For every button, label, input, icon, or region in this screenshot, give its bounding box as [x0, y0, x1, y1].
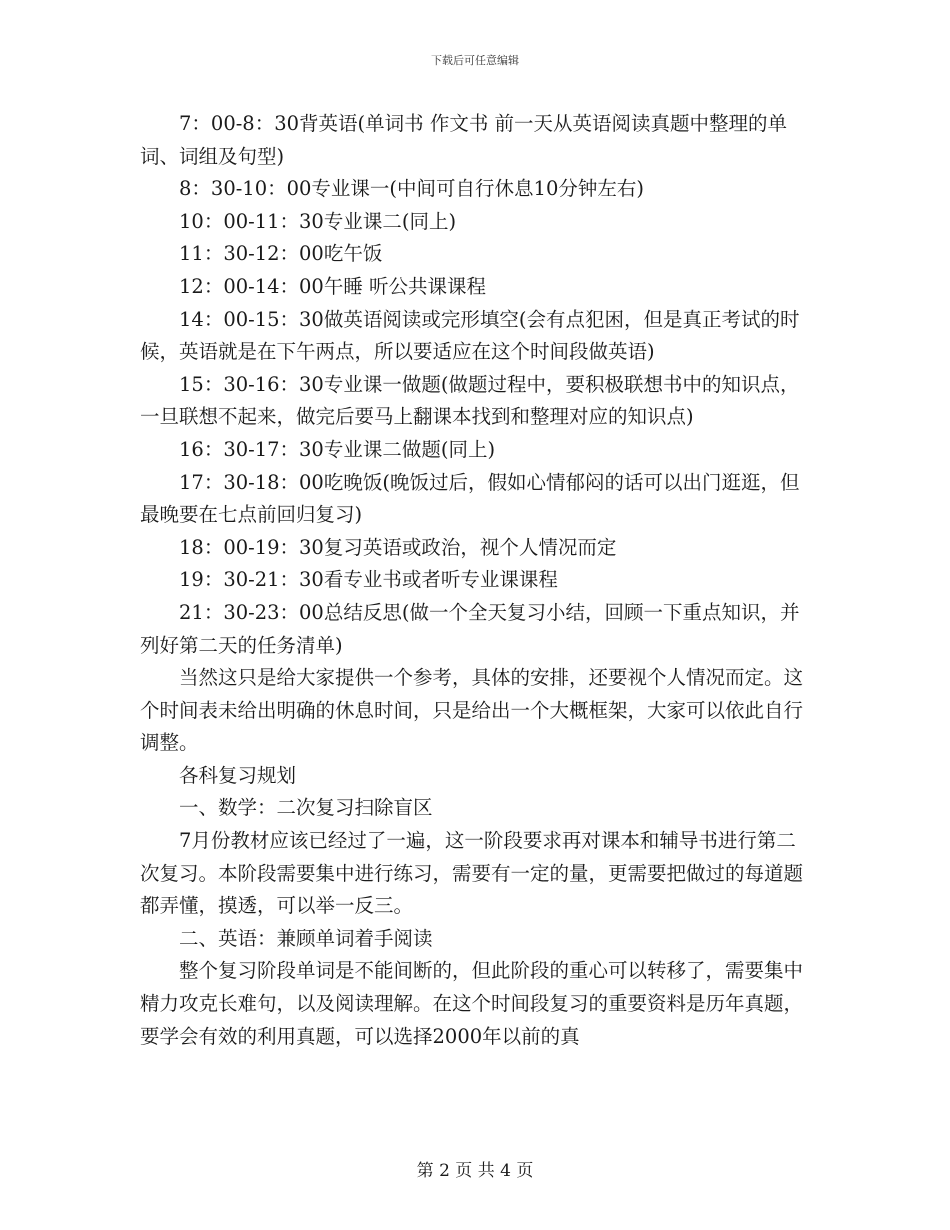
paragraph: 18：00-19：30复习英语或政治，视个人情况而定	[179, 535, 617, 559]
section-heading: 一、数学：二次复习扫除盲区	[179, 796, 433, 820]
paragraph: 12：00-14：00午睡 听公共课课程	[179, 274, 487, 298]
section-heading: 各科复习规划	[179, 763, 297, 787]
paragraph: 16：30-17：30专业课二做题(同上)	[179, 437, 496, 461]
section-heading: 二、英语：兼顾单词着手阅读	[179, 926, 433, 950]
paragraph: 11：30-12：00吃午饭	[179, 242, 383, 266]
paragraph: 14：00-15：30做英语阅读或完形填空(会有点犯困，但是真正考试的时候，英语就是在下午两点，所以要适应在这个时间段做英语)	[140, 307, 800, 364]
paragraph: 8：30-10：00专业课一(中间可自行休息10分钟左右)	[179, 177, 644, 201]
paragraph: 19：30-21：30看专业书或者听专业课课程	[179, 568, 558, 592]
paragraph: 当然这只是给大家提供一个参考，具体的安排，还要视个人情况而定。这个时间表未给出明确的休息时间，只是给出一个大概框架，大家可以依此自行调整。	[140, 666, 804, 755]
paragraph: 10：00-11：30专业课二(同上)	[179, 209, 457, 233]
page-number-footer: 第 2 页 共 4 页	[416, 1161, 534, 1181]
paragraph: 17：30-18：00吃晚饭(晚饭过后，假如心情郁闷的话可以出门逛逛，但最晚要在七点前回归复习)	[140, 470, 800, 527]
document-body	[140, 108, 812, 1053]
paragraph: 7月份教材应该已经过了一遍，这一阶段要求再对课本和辅导书进行第二次复习。本阶段需要集中进行练习，需要有一定的量，更需要把做过的每道题都弄懂，摸透，可以举一反三。	[140, 829, 804, 918]
paragraph: 整个复习阶段单词是不能间断的，但此阶段的重心可以转移了，需要集中精力攻克长难句，以及阅读理解。在这个时间段复习的重要资料是历年真题，要学会有效的利用真题，可以选择2000年以前的真	[140, 959, 804, 1048]
paragraph: 7：00-8：30背英语(单词书 作文书 前一天从英语阅读真题中整理的单词、词组及句型)	[140, 112, 788, 168]
paragraph: 21：30-23：00总结反思(做一个全天复习小结，回顾一下重点知识，并列好第二天的任务清单)	[140, 600, 800, 657]
paragraph: 15：30-16：30专业课一做题(做题过程中，要积极联想书中的知识点，一旦联想不起来，做完后要马上翻课本找到和整理对应的知识点)	[140, 372, 800, 429]
page-header: 下载后可任意编辑	[431, 54, 519, 67]
